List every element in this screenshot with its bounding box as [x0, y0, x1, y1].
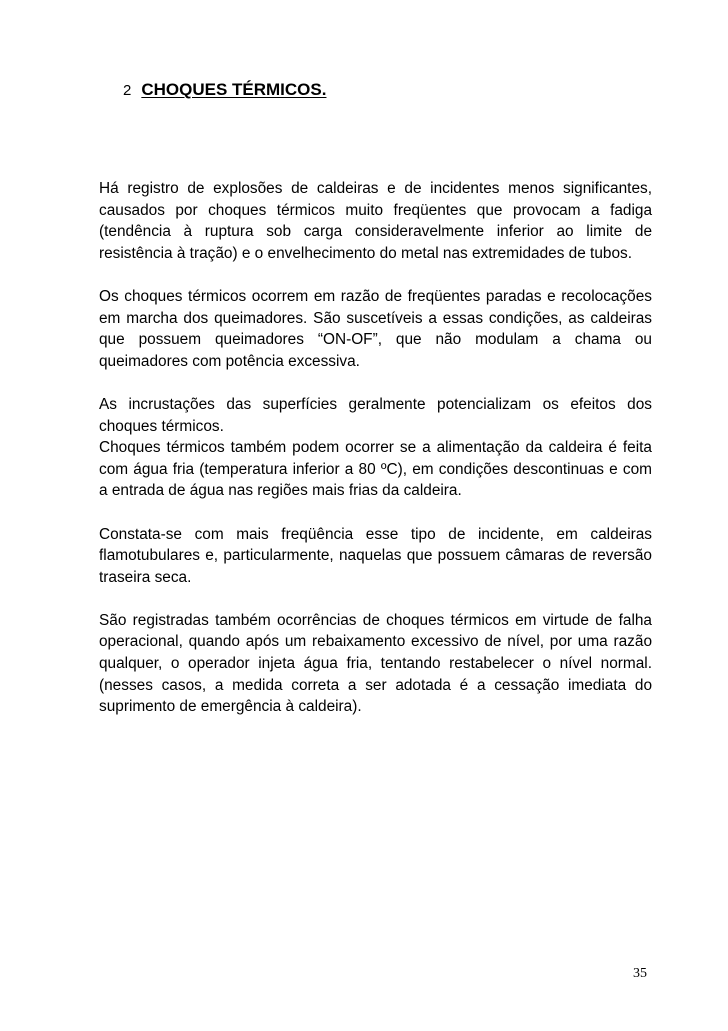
- section-title: CHOQUES TÉRMICOS.: [141, 80, 327, 99]
- page-number: 35: [633, 966, 647, 981]
- paragraph-thermal-shock-explosions: Há registro de explosões de caldeiras e de incidentes menos significantes, causados por choques térmicos muito freqüentes que provocam a fadiga (tendência à ruptura sob carga consideravelmente inferior ao limite de resistência à tração) e o envelhecimento do metal nas extremidades de tubos.: [99, 180, 652, 262]
- paragraph-flamotubular-boilers: Constata-se com mais freqüência esse tipo de incidente, em caldeiras flamotubulares e, particularmente, naquelas que possuem câmaras de reversão traseira seca.: [99, 525, 652, 586]
- paragraph-incrustations: As incrustações das superfícies geralmente potencializam os efeitos dos choques térmicos.: [99, 395, 652, 435]
- body-text: [99, 178, 652, 718]
- paragraph-cold-water-feed: Choques térmicos também podem ocorrer se a alimentação da caldeira é feita com água fria (temperatura inferior a 80 ºC), em condições descontinuas e com a entrada de água nas regiões mais frias da caldeira.: [99, 439, 652, 500]
- paragraph-thermal-shock-causes: Os choques térmicos ocorrem em razão de freqüentes paradas e recolocações em marcha dos queimadores. São suscetíveis a essas condições, as caldeiras que possuem queimadores “ON-OF”, que não modulam a chama ou queimadores com potência excessiva.: [99, 287, 652, 370]
- section-heading: [123, 80, 326, 100]
- paragraph-operational-failure: São registradas também ocorrências de choques térmicos em virtude de falha operacional, quando após um rebaixamento excessivo de nível, por uma razão qualquer, o operador injeta água fria, tentando restabelecer o nível normal. (nesses casos, a medida correta a ser adotada é a cessação imediata do suprimento de emergência à caldeira).: [99, 611, 652, 716]
- section-number: 2: [123, 82, 132, 99]
